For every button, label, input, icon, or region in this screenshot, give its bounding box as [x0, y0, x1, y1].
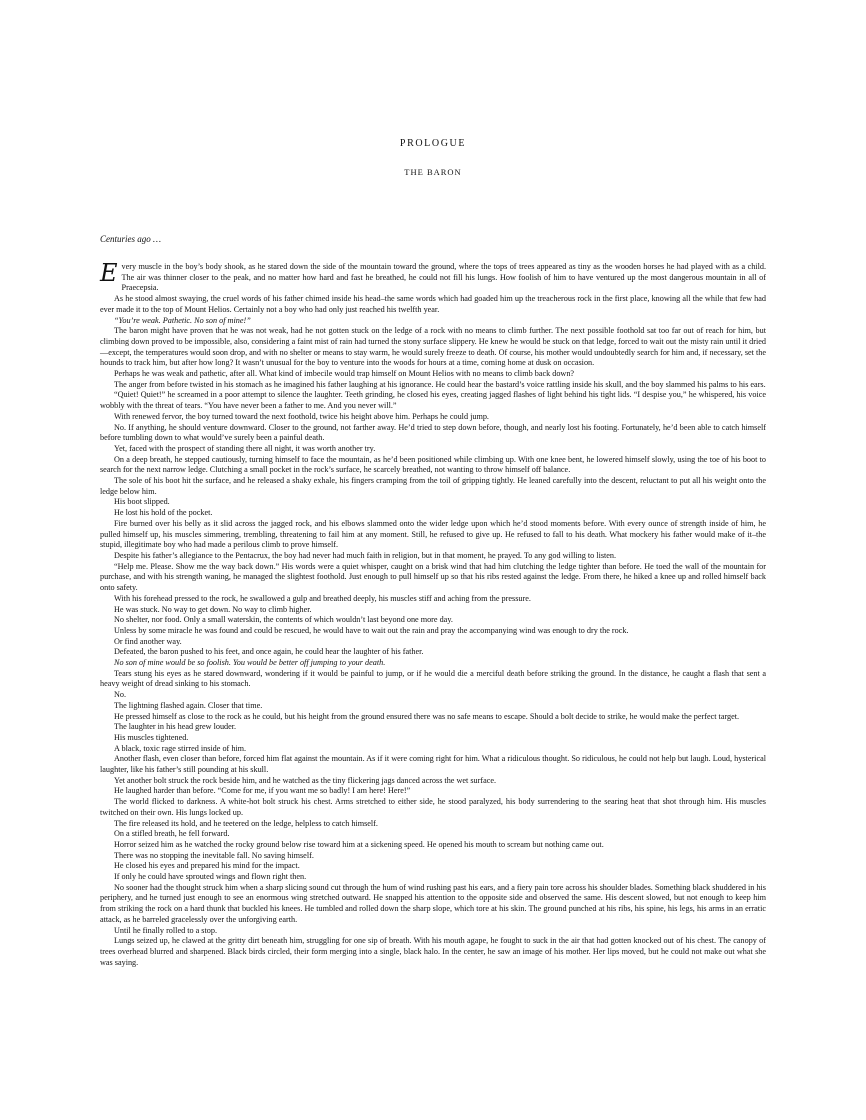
- paragraph: Until he finally rolled to a stop.: [114, 925, 218, 935]
- paragraph: The lightning flashed again. Closer that time.: [114, 700, 263, 710]
- paragraph: “You’re weak. Pathetic. No son of mine!”: [114, 315, 251, 325]
- paragraph: If only he could have sprouted wings and flown right then.: [114, 872, 307, 882]
- epigraph: Centuries ago …: [100, 234, 162, 244]
- paragraph: He closed his eyes and prepared his mind for the impact.: [114, 861, 300, 871]
- paragraph: The laughter in his head grew louder.: [114, 722, 237, 732]
- paragraph: With renewed fervor, the boy turned toward the next foothold, twice his height above him. Perhaps he could jump.: [114, 411, 489, 421]
- paragraph: “Help me. Please. Show me the way back down.” His words were a quiet whisper, caught on a brisk wind that had him clutching the ledge tighter than before. He toed the wall of the mountain for purchase, and with his strength waning, he managed the slightest foothold. Just enough to pull himself up so that his ribs rested against the ledge. From there, he hiked a knee up and rolled himself back onto safety.: [100, 561, 766, 593]
- paragraph: Tears stung his eyes as he stared downward, wondering if it would be painful to jump, or if he would die a merciful death before striking the ground. In the distance, he caught a flash that sent a heavy weight of dread sinking to his stomach.: [100, 668, 766, 689]
- paragraph: The world flicked to darkness. A white-hot bolt struck his chest. Arms stretched to either side, he stood paralyzed, his body surrendering to the searing heat that shot through him. His muscles twitched on their own. His lungs locked up.: [100, 797, 766, 817]
- paragraph: The fire released its hold, and he teetered on the ledge, helpless to catch himself.: [114, 818, 378, 828]
- paragraph: His boot slipped.: [114, 497, 170, 507]
- paragraph: Lungs seized up, he clawed at the gritty dirt beneath him, struggling for one sip of breath. With his mouth agape, he fought to suck in the air that had gotten knocked out of his chest. The canopy of trees overhead blurred and sharpened. Black birds circled, their form merging into a single, black halo. In the center, he saw an image of his mother. Her lips moved, but he could not make out what she was saying.: [100, 936, 766, 967]
- paragraph: No sooner had the thought struck him when a sharp slicing sound cut through the hum of wind rushing past his ears, and a fiery pain tore across his shoulder blades. Something black shuddered in his periphery, and he turned just enough to see an enormous wing stretched outward. He snapped his attention to the opposite side and observed the same. His descent slowed, but not enough to keep him from striking the rock on a hard thunk that buckled his knees. He tumbled and rolled down the sharp slope, which tore at his skin. The ground punched at his ribs, his spine, his legs, his arms in an erratic attack, as he barreled gracelessly over the unforgiving earth.: [100, 882, 766, 924]
- paragraph: A black, toxic rage stirred inside of him.: [114, 743, 247, 753]
- paragraph: There was no stopping the inevitable fall. No saving himself.: [114, 850, 314, 860]
- paragraph: Perhaps he was weak and pathetic, after all. What kind of imbecile would trap himself on Mount Helios with no means to climb back down?: [114, 369, 575, 379]
- paragraph: Fire burned over his belly as it slid across the jagged rock, and his elbows slammed onto the wider ledge upon which he’d stood moments before. With every ounce of strength inside of him, he pulled himself up, his muscles simmering, trembling, threatening to fail him at any moment. Still, he refused to give up. He refused to fall to his death. What mockery his father would make of it–the stupid, illegitimate boy who had made a perilous climb to prove himself.: [100, 518, 766, 550]
- paragraph: Despite his father’s allegiance to the Pentacrux, the boy had never had much faith in religion, but in that moment, he prayed. To any god willing to listen.: [114, 550, 617, 560]
- paragraph: He lost his hold of the pocket.: [114, 508, 213, 518]
- paragraph: Another flash, even closer than before, forced him flat against the mountain. As if it were coming right for him. What a ridiculous thought. So ridiculous, he could not help but laugh. Loud, hysterical laughter, like his father’s still pounding at his skull.: [100, 754, 766, 775]
- paragraph: As he stood almost swaying, the cruel words of his father chimed inside his head–the same words which had goaded him up the treacherous rock in the first place, knowing all the while that few had ever made it to the top of Mount Helios. Certainly not a boy who had only just reached his twelfth year.: [100, 294, 766, 314]
- paragraph: The anger from before twisted in his stomach as he imagined his father laughing at his ignorance. He could hear the bastard’s voice rattling inside his skull, and the boy slammed his palms to his ears.: [114, 379, 766, 389]
- drop-cap: E: [100, 259, 118, 287]
- chapter-label: PROLOGUE: [399, 138, 467, 149]
- paragraph: [100, 259, 766, 294]
- paragraph: He was stuck. No way to get down. No way to climb higher.: [114, 604, 312, 614]
- paragraph: The sole of his boot hit the surface, and he released a shaky exhale, his fingers cramping from the toil of gripping tightly. He leaned carefully into the descent, reluctant to put all his weight onto the ledge below him.: [100, 476, 766, 496]
- body-text: [100, 259, 766, 968]
- paragraph: No shelter, nor food. Only a small waterskin, the contents of which wouldn’t last beyond one more day.: [114, 615, 453, 625]
- paragraph: Defeated, the baron pushed to his feet, and once again, he could hear the laughter of his father.: [114, 647, 424, 657]
- paragraph: His muscles tightened.: [114, 732, 189, 742]
- paragraph: Yet another bolt struck the rock beside him, and he watched as the tiny flickering jags danced across the wet surface.: [114, 775, 497, 785]
- paragraph: The baron might have proven that he was not weak, had he not gotten stuck on the ledge of a rock with no means to climb further. The next possible foothold sat too far out of reach for him, but climbing down proved to be impossible, also, considering a faint mist of rain had turned the stony surface slippery. He knew he would be stuck on that ledge, forced to wait out the misty rain until it dried—except, the temperatures would soon drop, and with no shelter or means to stay warm, he would surely freeze to death. Of course, his mother would undoubtedly search for him and, if necessary, set the hounds to track him, but after how long? It wasn’t unusual for the boy to venture into the woods for hours at a time, coming home at dusk on occasion.: [100, 326, 766, 368]
- paragraph: He pressed himself as close to the rock as he could, but his height from the ground ensured there was no safe means to escape. Should a bolt decide to strike, he would make the perfect target.: [114, 711, 740, 721]
- paragraph: He laughed harder than before. “Come for me, if you want me so badly! I am here! Here!”: [114, 786, 411, 796]
- paragraph: No. If anything, he should venture downward. Closer to the ground, not farther away. He’d tried to step down before, though, and nearly lost his footing. Fortunately, he’d been able to catch himself before tumbling down to what would’ve surely been a painful death.: [100, 422, 766, 443]
- paragraph: No.: [114, 690, 127, 700]
- paragraph-text: very muscle in the boy’s body shook, as he stared down the side of the mountain toward the ground, where the tops of trees appeared as tiny as the wooden horses he had played with as a child. The air was thinner closer to the peak, and no matter how hard and fast he breathed, he could not fill his lungs. How foolish of him to have ventured up the most dangerous mountain in all of Praecepsia.: [121, 262, 766, 293]
- paragraph: Yet, faced with the prospect of standing there all night, it was worth another try.: [114, 443, 376, 453]
- paragraph: Or find another way.: [114, 636, 182, 646]
- paragraph: “Quiet! Quiet!” he screamed in a poor attempt to silence the laughter. Teeth grinding, he closed his eyes, creating jagged flashes of light behind his tight lids. “I despise you,” he whispered, his voice wobbly with the threat of tears. “You have never been a father to me. And you never will.”: [100, 390, 766, 411]
- paragraph: On a stifled breath, he fell forward.: [114, 829, 230, 839]
- paragraph: No son of mine would be so foolish. You would be better off jumping to your death.: [114, 658, 386, 668]
- paragraph: Horror seized him as he watched the rocky ground below rise toward him at a sickening speed. He opened his mouth to scream but nothing came out.: [114, 839, 604, 849]
- paragraph: With his forehead pressed to the rock, he swallowed a gulp and breathed deeply, his muscles stiff and aching from the pressure.: [114, 593, 531, 603]
- paragraph: Unless by some miracle he was found and could be rescued, he would have to wait out the rain and pray the accompanying wind was enough to dry the rock.: [114, 625, 629, 635]
- paragraph: On a deep breath, he stepped cautiously, turning himself to face the mountain, as he’d been positioned while climbing up. With one knee bent, he lowered himself slowly, using the toe of his boot to search for the next narrow ledge. Clutching a small pocket in the rock’s surface, he scarcely breathed, not wanting to throw himself off balance.: [100, 454, 766, 475]
- chapter-title: THE BARON: [404, 167, 462, 177]
